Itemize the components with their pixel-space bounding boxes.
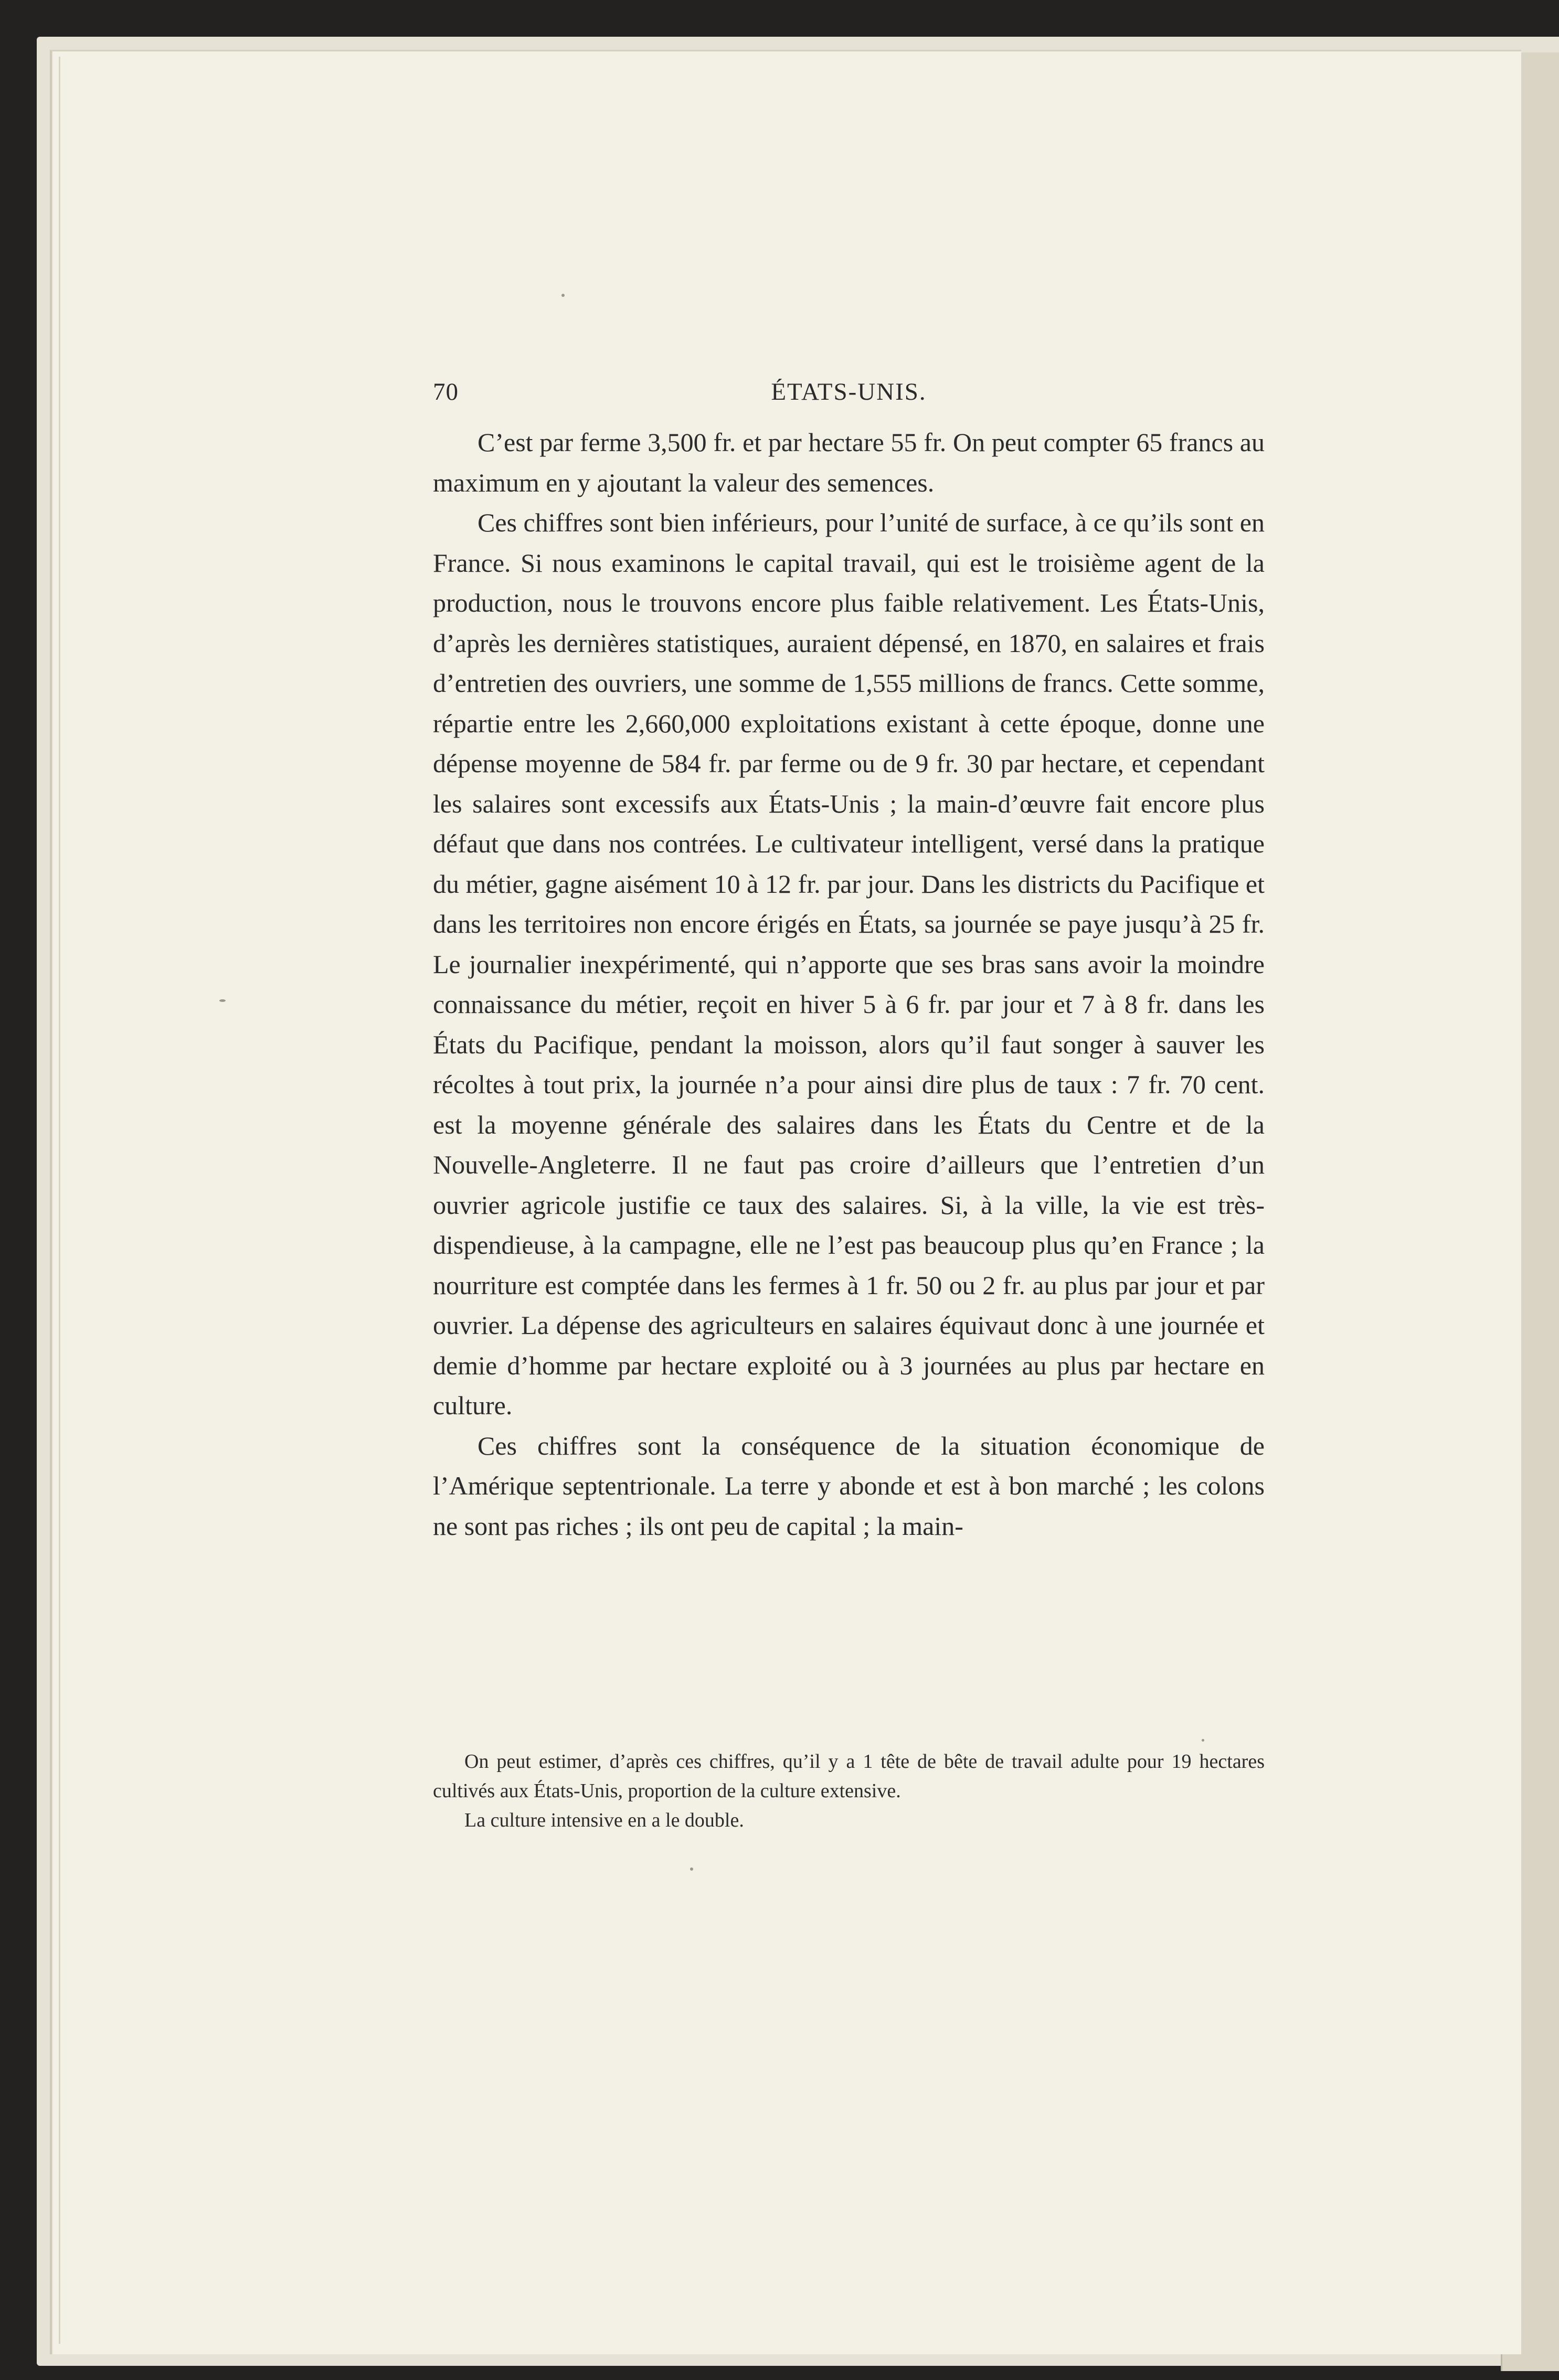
footnote bbox=[433, 1747, 1265, 1835]
paragraph-3: Ces chiffres sont la conséquence de la situation économique de l’Amérique septentrionale. La terre y abonde et est à bon marché ; les colons ne sont pas riches ; ils ont peu de capital ; la main- bbox=[433, 1431, 1265, 1541]
paper-speck bbox=[219, 999, 226, 1002]
paragraph-2: Ces chiffres sont bien inférieurs, pour l’unité de surface, à ce qu’ils sont en France. Si nous examinons le capital travail, qui est le troisième agent de la production, nous le trouvons encore plus faible relativement. Les États-Unis, d’après les dernières statistiques, auraient dépensé, en 1870, en salaires et frais d’entretien des ouvriers, une somme de 1,555 millions de francs. Cette somme, répartie entre les 2,660,000 exploitations existant à cette époque, donne une dépense moyenne de 584 fr. par ferme ou de 9 fr. 30 par hectare, et cependant les salaires sont excessifs aux États-Unis ; la main-d’œuvre fait encore plus défaut que dans nos contrées. Le cultivateur intelligent, versé dans la pratique du métier, gagne aisément 10 à 12 fr. par jour. Dans les districts du Pacifique et dans les territoires non encore érigés en États, sa journée se paye jusqu’à 25 fr. Le journalier inexpérimenté, qui n’apporte que ses bras sans avoir la moindre connaissance du métier, reçoit en hiver 5 à 6 fr. par jour et 7 à 8 fr. dans les États du Pacifique, pendant la moisson, alors qu’il faut songer à sauver les récoltes à tout prix, la journée n’a pour ainsi dire plus de taux : 7 fr. 70 cent. est la moyenne générale des salaires dans les États du Centre et de la Nouvelle-Angleterre. Il ne faut pas croire d’ailleurs que l’entretien d’un ouvrier agricole justifie ce taux des salaires. Si, à la ville, la vie est très-dispendieuse, à la campagne, elle ne l’est pas beaucoup plus qu’en France ; la nourriture est comptée dans les fermes à 1 fr. 50 ou 2 fr. au plus par jour et par ouvrier. La dépense des agriculteurs en salaires équivaut donc à une journée et demie d’homme par hectare exploité ou à 3 journées au plus par hectare en culture. bbox=[433, 508, 1265, 1420]
footnote-line-1: On peut estimer, d’après ces chiffres, qu’il y a 1 tête de bête de travail adulte pour 19 hectares cultivés aux États-Unis, proportion de la culture extensive. bbox=[433, 1751, 1265, 1802]
running-head bbox=[433, 378, 1265, 414]
paper-speck bbox=[561, 294, 565, 297]
page-edge-line bbox=[59, 57, 60, 2344]
running-title: ÉTATS-UNIS. bbox=[771, 378, 927, 405]
body-text bbox=[433, 422, 1265, 1546]
page-number: 70 bbox=[433, 378, 459, 405]
footnote-line-2: La culture intensive en a le double. bbox=[464, 1809, 744, 1831]
paper-speck bbox=[690, 1867, 693, 1871]
paper-speck bbox=[1202, 1739, 1204, 1742]
paragraph-1: C’est par ferme 3,500 fr. et par hectare 55 fr. On peut compter 65 francs au maximum en y ajoutant la valeur des semences. bbox=[433, 428, 1265, 497]
